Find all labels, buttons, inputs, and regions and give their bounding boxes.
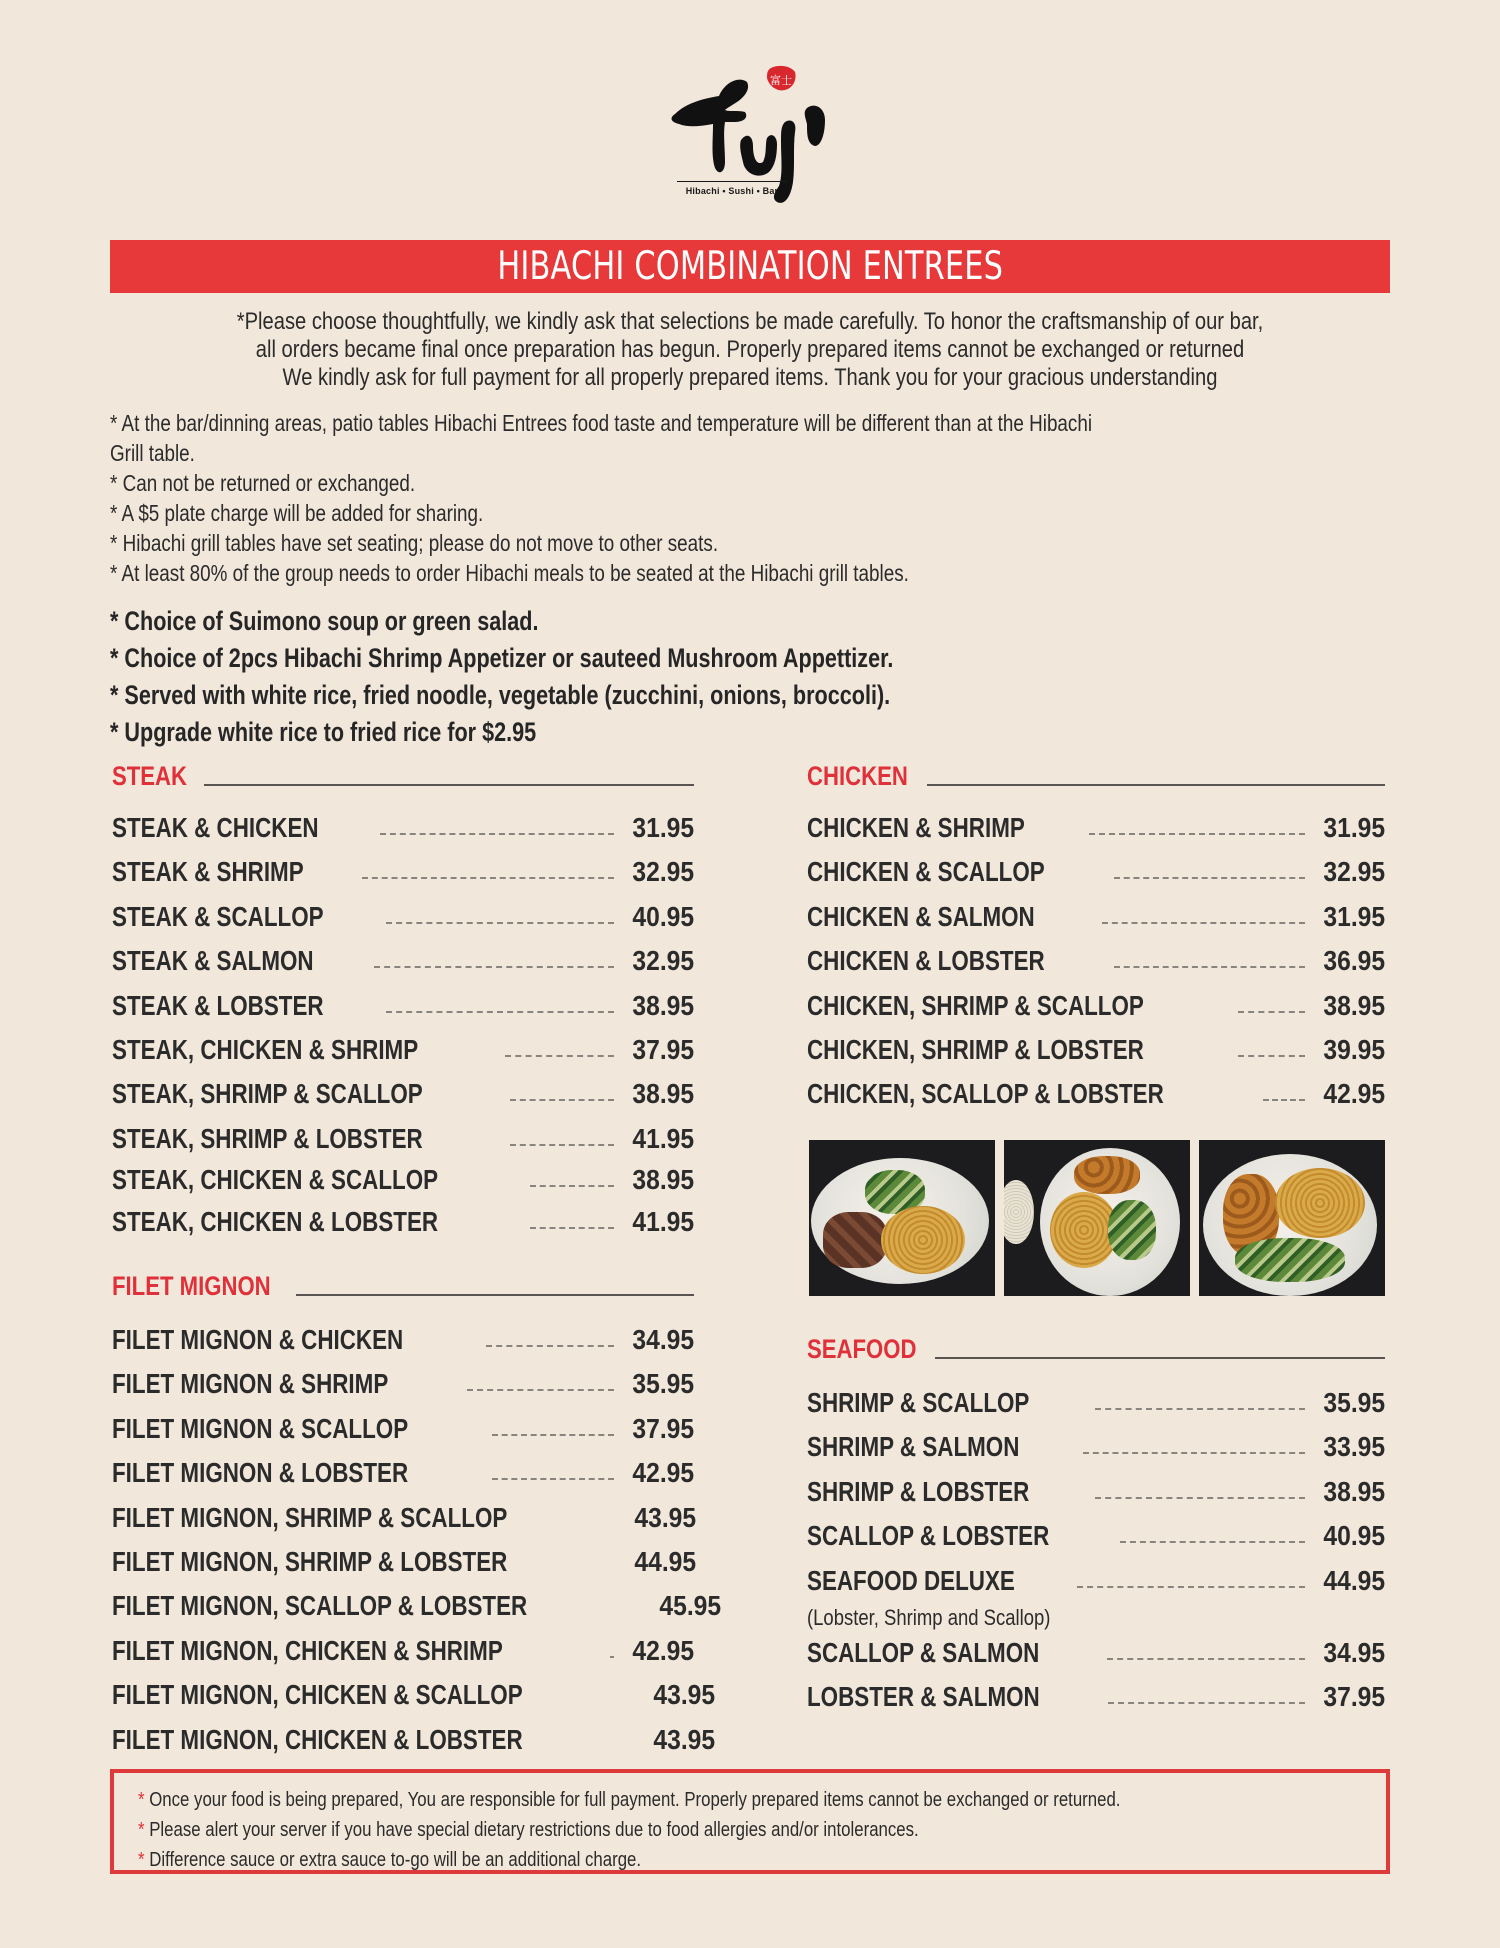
dot-leader — [374, 966, 614, 968]
note-line: * At the bar/dinning areas, patio tables Hibachi Entrees food taste and temperature will be different than at the Hibachi — [110, 410, 1093, 436]
item-price: 41.95 — [632, 1205, 694, 1237]
section-divider — [204, 784, 694, 786]
item-name: FILET MIGNON & SCALLOP — [112, 1412, 409, 1444]
notice-line: *Please choose thoughtfully, we kindly ask that selections be made carefully. To honor the craftsmanship of our bar, — [236, 308, 1264, 335]
item-name: FILET MIGNON, CHICKEN & LOBSTER — [112, 1723, 523, 1755]
item-price: 37.95 — [632, 1033, 694, 1065]
dot-leader — [510, 1099, 614, 1101]
food-photos — [809, 1140, 1385, 1296]
menu-item — [112, 1123, 694, 1165]
item-name: LOBSTER & SALMON — [807, 1680, 1040, 1712]
dot-leader — [362, 877, 614, 879]
logo-tagline-rule — [677, 181, 787, 182]
item-price: 34.95 — [1323, 1636, 1385, 1668]
include-line: * Choice of 2pcs Hibachi Shrimp Appetizer or sauteed Mushroom Appettizer. — [110, 643, 894, 673]
section-title: SEAFOOD — [807, 1334, 917, 1364]
item-price: 36.95 — [1323, 945, 1385, 977]
item-price: 43.95 — [653, 1679, 716, 1711]
asterisk-icon: * — [138, 1789, 145, 1811]
item-name: STEAK, CHICKEN & SCALLOP — [112, 1164, 439, 1196]
item-name: CHICKEN & LOBSTER — [807, 945, 1045, 977]
food-photo-salmon-plate — [1004, 1140, 1190, 1296]
note-line: * Hibachi grill tables have set seating; please do not move to other seats. — [110, 530, 719, 556]
menu-item — [807, 1387, 1385, 1431]
item-price: 38.95 — [632, 1078, 694, 1110]
item-price: 39.95 — [1323, 1033, 1385, 1065]
note-line: * At least 80% of the group needs to order Hibachi meals to be seated at the Hibachi grill tables. — [110, 560, 909, 586]
dot-leader — [1114, 877, 1305, 879]
section-divider — [296, 1294, 694, 1296]
asterisk-icon: * — [138, 1819, 145, 1841]
dot-leader — [492, 1434, 614, 1436]
menu-item — [807, 990, 1385, 1034]
item-price: 32.95 — [1323, 856, 1385, 888]
policy-line — [138, 1815, 1186, 1845]
page-title: HIBACHI COMBINATION ENTREES — [497, 244, 1003, 289]
menu-item — [807, 1476, 1385, 1520]
menu-item — [807, 1078, 1385, 1122]
dot-leader — [1120, 1541, 1305, 1543]
dot-leader — [1238, 1011, 1305, 1013]
item-name: CHICKEN & SALMON — [807, 900, 1035, 932]
dot-leader — [1102, 922, 1305, 924]
menu-item — [807, 1637, 1385, 1681]
item-name: CHICKEN, SCALLOP & LOBSTER — [807, 1078, 1164, 1110]
item-price: 34.95 — [632, 1324, 694, 1355]
item-price: 40.95 — [632, 900, 694, 932]
menu-item — [807, 1565, 1385, 1603]
section-filet-mignon — [112, 1268, 722, 1768]
menu-item — [112, 1635, 694, 1679]
policy-text: Once your food is being prepared, You are responsible for full payment. Properly prepared items cannot be exchanged or returned. — [144, 1789, 1121, 1811]
menu-item — [112, 1324, 694, 1368]
entree-includes — [110, 603, 1210, 751]
note-line: Grill table. — [110, 440, 195, 466]
item-price: 41.95 — [632, 1122, 694, 1154]
menu-item — [807, 1681, 1385, 1725]
dot-leader — [505, 1055, 614, 1057]
item-price: 45.95 — [659, 1590, 722, 1622]
item-price: 35.95 — [632, 1368, 694, 1400]
dot-leader — [486, 1345, 614, 1347]
item-name: FILET MIGNON, SCALLOP & LOBSTER — [112, 1590, 528, 1622]
dot-leader — [492, 1478, 614, 1480]
dot-leader — [1083, 1452, 1305, 1454]
item-name: CHICKEN & SCALLOP — [807, 856, 1045, 888]
svg-text:富士: 富士 — [770, 74, 792, 87]
item-price: 43.95 — [653, 1723, 716, 1755]
include-line: * Choice of Suimono soup or green salad. — [110, 606, 539, 636]
item-name: FILET MIGNON, SHRIMP & SCALLOP — [112, 1501, 508, 1533]
item-price: 42.95 — [632, 1457, 694, 1489]
menu-item — [112, 1034, 694, 1078]
notice-line: all orders became final once preparation has begun. Properly prepared items cannot be exchanged or returned — [255, 336, 1245, 363]
dot-leader — [530, 1227, 614, 1229]
logo-tagline: Hibachi • Sushi • Bar — [685, 186, 779, 196]
item-name: SHRIMP & LOBSTER — [807, 1475, 1030, 1507]
menu-item — [112, 1457, 694, 1501]
item-name: STEAK & SALMON — [112, 945, 314, 977]
menu-item — [807, 945, 1385, 989]
notice-line: We kindly ask for full payment for all properly prepared items. Thank you for your gracious understanding — [282, 364, 1218, 391]
dot-leader — [510, 1144, 614, 1146]
menu-item — [807, 1034, 1385, 1078]
dot-leader — [1095, 1497, 1305, 1499]
item-price: 31.95 — [632, 812, 694, 843]
menu-item — [807, 1520, 1385, 1564]
menu-item — [112, 1590, 722, 1634]
item-price: 40.95 — [1323, 1520, 1385, 1552]
item-price: 37.95 — [1323, 1680, 1385, 1712]
dot-leader — [1095, 1408, 1305, 1410]
dot-leader — [1108, 1702, 1305, 1704]
dot-leader — [467, 1389, 614, 1391]
policy-text: Difference sauce or extra sauce to-go will be an additional charge. — [144, 1849, 642, 1871]
fuji-logo — [667, 62, 837, 212]
menu-item — [112, 856, 694, 900]
section-title: STEAK — [112, 761, 188, 791]
item-price: 38.95 — [632, 1164, 694, 1196]
item-description: (Lobster, Shrimp and Scallop) — [807, 1604, 1051, 1630]
menu-item — [112, 1078, 694, 1122]
dot-leader — [380, 833, 614, 835]
item-price: 32.95 — [632, 945, 694, 977]
item-name: SCALLOP & LOBSTER — [807, 1520, 1050, 1552]
item-price: 37.95 — [632, 1412, 694, 1444]
policy-box — [110, 1769, 1390, 1874]
item-price: 42.95 — [632, 1634, 694, 1666]
item-name: FILET MIGNON & SHRIMP — [112, 1368, 389, 1400]
menu-item — [112, 1413, 694, 1457]
section-chicken — [807, 758, 1385, 1123]
dot-leader — [1238, 1055, 1305, 1057]
item-name: SCALLOP & SALMON — [807, 1636, 1040, 1668]
item-name: STEAK & CHICKEN — [112, 812, 319, 843]
item-price: 44.95 — [1323, 1564, 1385, 1596]
policy-line — [138, 1845, 1186, 1875]
dot-leader — [386, 922, 613, 924]
menu-item — [112, 1545, 697, 1590]
section-title: CHICKEN — [807, 761, 908, 791]
menu-item — [112, 1723, 716, 1768]
food-photo-steak-plate — [809, 1140, 995, 1296]
item-price: 42.95 — [1323, 1078, 1385, 1110]
item-price: 38.95 — [632, 989, 694, 1021]
asterisk-icon: * — [138, 1849, 145, 1871]
menu-item — [112, 1368, 694, 1412]
menu-item — [112, 945, 694, 989]
food-photo-chicken-plate — [1199, 1140, 1385, 1296]
dining-notes — [110, 408, 1390, 588]
item-name: STEAK, SHRIMP & LOBSTER — [112, 1122, 423, 1154]
dot-leader — [530, 1185, 614, 1187]
note-line: * Can not be returned or exchanged. — [110, 470, 416, 496]
item-name: CHICKEN & SHRIMP — [807, 812, 1025, 843]
item-name: FILET MIGNON, SHRIMP & LOBSTER — [112, 1545, 508, 1577]
menu-item — [807, 812, 1385, 856]
section-title: FILET MIGNON — [112, 1271, 271, 1301]
menu-item — [112, 901, 694, 945]
section-steak — [112, 758, 694, 1247]
section-divider — [935, 1357, 1385, 1359]
menu-item — [112, 1206, 694, 1248]
item-price: 35.95 — [1323, 1387, 1385, 1418]
item-price: 31.95 — [1323, 900, 1385, 932]
item-name: STEAK & SHRIMP — [112, 856, 304, 888]
item-name: FILET MIGNON & CHICKEN — [112, 1324, 404, 1355]
dot-leader — [1077, 1586, 1305, 1588]
item-name: SHRIMP & SALMON — [807, 1431, 1020, 1463]
item-name: FILET MIGNON, CHICKEN & SCALLOP — [112, 1679, 523, 1711]
item-price: 33.95 — [1323, 1431, 1385, 1463]
menu-item — [112, 1501, 697, 1546]
item-price: 38.95 — [1323, 989, 1385, 1021]
dot-leader — [1263, 1099, 1305, 1101]
item-price: 31.95 — [1323, 812, 1385, 843]
title-banner — [110, 240, 1390, 293]
item-name: FILET MIGNON, CHICKEN & SHRIMP — [112, 1634, 503, 1666]
dot-leader — [1114, 966, 1305, 968]
item-name: CHICKEN, SHRIMP & SCALLOP — [807, 989, 1144, 1021]
item-name: SHRIMP & SCALLOP — [807, 1387, 1030, 1418]
dot-leader — [610, 1656, 613, 1658]
dot-leader — [386, 1011, 613, 1013]
menu-item — [112, 1679, 716, 1723]
item-name: STEAK, SHRIMP & SCALLOP — [112, 1078, 423, 1110]
include-line: * Upgrade white rice to fried rice for $2.95 — [110, 717, 537, 747]
menu-item — [112, 990, 694, 1034]
section-seafood — [807, 1331, 1385, 1725]
policy-line — [138, 1785, 1186, 1815]
menu-item — [112, 812, 694, 856]
item-name: CHICKEN, SHRIMP & LOBSTER — [807, 1033, 1144, 1065]
section-divider — [927, 784, 1385, 786]
dot-leader — [1107, 1658, 1305, 1660]
ordering-notice — [110, 308, 1390, 392]
item-name: STEAK & LOBSTER — [112, 989, 324, 1021]
note-line: * A $5 plate charge will be added for sharing. — [110, 500, 484, 526]
item-name: STEAK & SCALLOP — [112, 900, 324, 932]
menu-item — [807, 856, 1385, 900]
include-line: * Served with white rice, fried noodle, vegetable (zucchini, onions, broccoli). — [110, 680, 891, 710]
item-price: 43.95 — [634, 1501, 697, 1533]
menu-item — [807, 901, 1385, 945]
dot-leader — [1089, 833, 1305, 835]
item-name: SEAFOOD DELUXE — [807, 1564, 1015, 1596]
item-name: STEAK, CHICKEN & LOBSTER — [112, 1205, 439, 1237]
menu-item — [807, 1431, 1385, 1475]
item-name: STEAK, CHICKEN & SHRIMP — [112, 1033, 419, 1065]
policy-text: Please alert your server if you have special dietary restrictions due to food allergies and/or intolerances. — [144, 1819, 919, 1841]
item-price: 38.95 — [1323, 1475, 1385, 1507]
item-price: 32.95 — [632, 856, 694, 888]
menu-item — [112, 1164, 694, 1206]
item-price: 44.95 — [634, 1545, 697, 1577]
item-name: FILET MIGNON & LOBSTER — [112, 1457, 409, 1489]
